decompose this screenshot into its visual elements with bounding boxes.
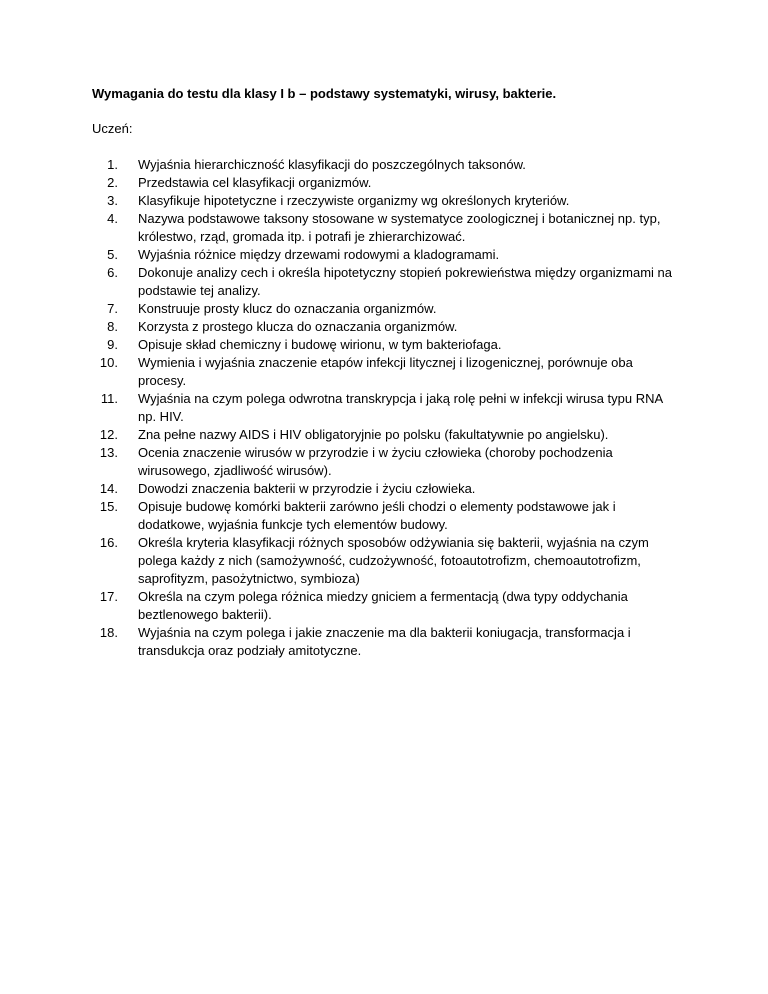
list-item bbox=[92, 390, 682, 426]
item-text: Wymienia i wyjaśnia znaczenie etapów infekcji litycznej i lizogenicznej, porównuje oba procesy. bbox=[138, 355, 633, 388]
item-number: 6. bbox=[107, 265, 118, 280]
item-text: Klasyfikuje hipotetyczne i rzeczywiste organizmy wg określonych kryteriów. bbox=[138, 193, 570, 208]
item-text: Ocenia znaczenie wirusów w przyrodzie i w życiu człowieka (choroby pochodzenia wirusowego, zjadliwość wirusów). bbox=[138, 445, 613, 478]
item-number: 2. bbox=[107, 175, 118, 190]
item-number: 9. bbox=[107, 337, 118, 352]
intro-text: Uczeń: bbox=[92, 121, 133, 136]
list-item bbox=[92, 192, 682, 210]
item-text: Nazywa podstawowe taksony stosowane w systematyce zoologicznej i botanicznej np. typ, królestwo, rząd, gromada itp. i potrafi je zhierarchizować. bbox=[138, 211, 661, 244]
document-content bbox=[92, 86, 682, 660]
item-text: Dokonuje analizy cech i określa hipotetyczny stopień pokrewieństwa między organizmami na podstawie tej analizy. bbox=[138, 265, 672, 298]
item-text: Wyjaśnia na czym polega odwrotna transkrypcja i jaką rolę pełni w infekcji wirusa typu RNA np. HIV. bbox=[138, 391, 663, 424]
list-item bbox=[92, 336, 682, 354]
item-text: Konstruuje prosty klucz do oznaczania organizmów. bbox=[138, 301, 437, 316]
item-text: Wyjaśnia hierarchiczność klasyfikacji do poszczególnych taksonów. bbox=[138, 157, 526, 172]
list-item bbox=[92, 300, 682, 318]
item-number: 13. bbox=[99, 445, 118, 460]
item-text: Określa na czym polega różnica miedzy gniciem a fermentacją (dwa typy oddychania beztlenowego bakterii). bbox=[138, 589, 628, 622]
item-number: 11. bbox=[100, 391, 118, 406]
item-text: Wyjaśnia różnice między drzewami rodowymi a kladogramami. bbox=[138, 247, 500, 262]
item-number: 18. bbox=[99, 625, 118, 640]
item-number: 10. bbox=[99, 355, 118, 370]
item-text: Zna pełne nazwy AIDS i HIV obligatoryjnie po polsku (fakultatywnie po angielsku). bbox=[138, 427, 609, 442]
list-item bbox=[92, 534, 682, 588]
item-number: 15. bbox=[99, 499, 118, 514]
item-text: Przedstawia cel klasyfikacji organizmów. bbox=[138, 175, 372, 190]
list-item bbox=[92, 174, 682, 192]
item-text: Dowodzi znaczenia bakterii w przyrodzie i życiu człowieka. bbox=[138, 481, 476, 496]
list-item bbox=[92, 210, 682, 246]
item-text: Określa kryteria klasyfikacji różnych sposobów odżywiania się bakterii, wyjaśnia na czym polega każdy z nich (samożywność, cudzożywność, fotoautotrofizm, chemoautotrofizm, saprofityzm, pasożytnictwo, symbioza) bbox=[138, 535, 649, 586]
item-number: 14. bbox=[99, 481, 118, 496]
item-text: Korzysta z prostego klucza do oznaczania organizmów. bbox=[138, 319, 458, 334]
item-number: 17. bbox=[99, 589, 118, 604]
list-item bbox=[92, 444, 682, 480]
item-text: Opisuje skład chemiczny i budowę wirionu, w tym bakteriofaga. bbox=[138, 337, 502, 352]
item-number: 7. bbox=[107, 301, 118, 316]
item-number: 3. bbox=[107, 193, 118, 208]
list-item bbox=[92, 480, 682, 498]
item-number: 8. bbox=[107, 319, 118, 334]
document-title: Wymagania do testu dla klasy I b – podstawy systematyki, wirusy, bakterie. bbox=[92, 86, 557, 101]
item-number: 12. bbox=[99, 427, 118, 442]
item-number: 4. bbox=[107, 211, 118, 226]
list-item bbox=[92, 354, 682, 390]
list-item bbox=[92, 318, 682, 336]
list-item bbox=[92, 426, 682, 444]
item-number: 16. bbox=[99, 535, 118, 550]
list-item bbox=[92, 588, 682, 624]
item-number: 5. bbox=[107, 247, 118, 262]
list-item bbox=[92, 156, 682, 174]
item-text: Opisuje budowę komórki bakterii zarówno jeśli chodzi o elementy podstawowe jak i dodatkowe, wyjaśnia funkcje tych elementów budowy. bbox=[138, 499, 616, 532]
item-text: Wyjaśnia na czym polega i jakie znaczenie ma dla bakterii koniugacja, transformacja i transdukcja oraz podziały amitotyczne. bbox=[138, 625, 631, 658]
list-item bbox=[92, 246, 682, 264]
list-item bbox=[92, 264, 682, 300]
list-item bbox=[92, 624, 682, 660]
requirements-list bbox=[92, 156, 682, 660]
item-number: 1. bbox=[107, 157, 118, 172]
list-item bbox=[92, 498, 682, 534]
